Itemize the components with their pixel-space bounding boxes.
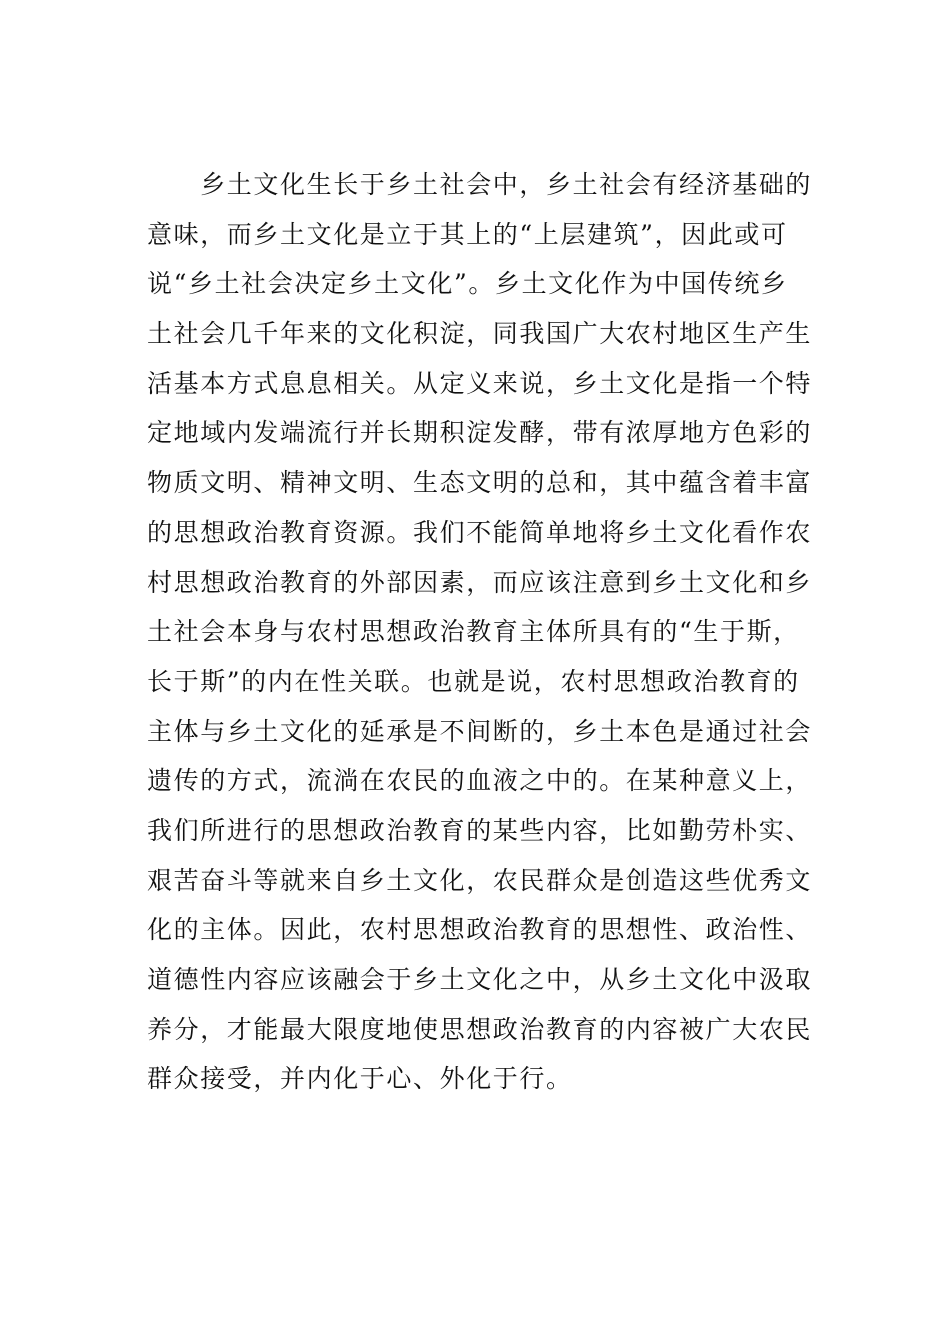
paragraph-line-2: 意味，而乡土文化是立于其上的“上层建筑”，因此或可 [147, 219, 788, 249]
paragraph-line-1: 乡土文化生长于乡土社会中，乡土社会有经济基础的 [147, 170, 813, 199]
paragraph-line-14: 我们所进行的思想政治教育的某些内容，比如勤劳朴实、 [147, 815, 813, 845]
paragraph-line-8: 的思想政治教育资源。我们不能简单地将乡土文化看作农 [147, 517, 813, 547]
paragraph-line-9: 村思想政治教育的外部因素，而应该注意到乡土文化和乡 [147, 567, 813, 597]
paragraph-line-5: 活基本方式息息相关。从定义来说，乡土文化是指一个特 [147, 368, 813, 398]
paragraph-line-7: 物质文明、精神文明、生态文明的总和，其中蕴含着丰富 [147, 468, 813, 498]
paragraph-line-10: 土社会本身与农村思想政治教育主体所具有的“生于斯， [147, 617, 800, 647]
paragraph-line-15: 艰苦奋斗等就来自乡土文化，农民群众是创造这些优秀文 [147, 865, 813, 895]
paragraph-line-13: 遗传的方式，流淌在农民的血液之中的。在某种意义上， [147, 766, 813, 796]
paragraph-line-11: 长于斯”的内在性关联。也就是说，农村思想政治教育的 [147, 666, 800, 696]
body-paragraph [147, 160, 813, 1104]
paragraph-line-6: 定地域内发端流行并长期积淀发酵，带有浓厚地方色彩的 [147, 418, 813, 448]
paragraph-line-3: 说“乡土社会决定乡土文化”。乡土文化作为中国传统乡 [147, 269, 788, 299]
paragraph-line-19: 群众接受，并内化于心、外化于行。 [147, 1064, 573, 1094]
paragraph-line-12: 主体与乡土文化的延承是不间断的，乡土本色是通过社会 [147, 716, 813, 746]
paragraph-line-4: 土社会几千年来的文化积淀，同我国广大农村地区生产生 [147, 319, 813, 349]
paragraph-line-18: 养分，才能最大限度地使思想政治教育的内容被广大农民 [147, 1014, 813, 1044]
paragraph-line-17: 道德性内容应该融会于乡土文化之中，从乡土文化中汲取 [147, 965, 813, 994]
paragraph-line-16: 化的主体。因此，农村思想政治教育的思想性、政治性、 [147, 915, 813, 945]
